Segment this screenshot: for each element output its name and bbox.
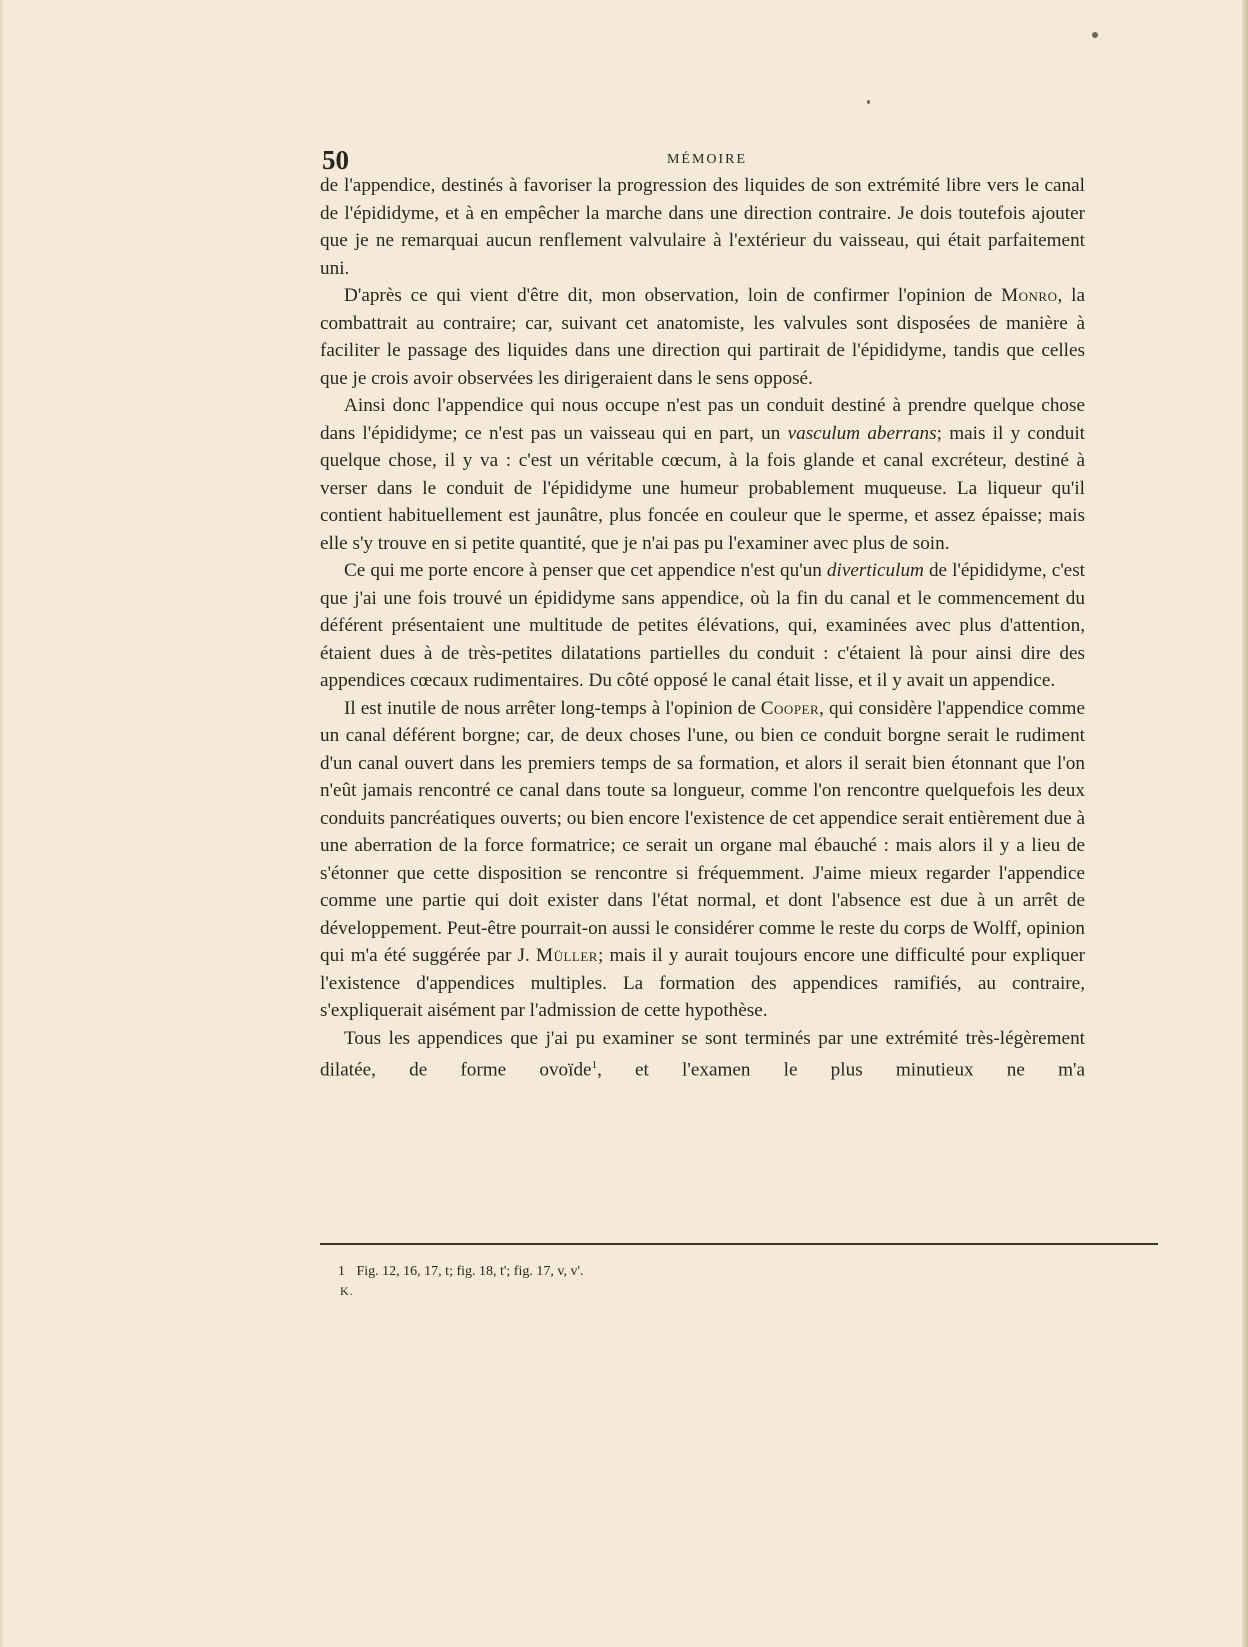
text-run: Il est inutile de nous arrêter long-temps à l'opinion de <box>344 697 761 719</box>
paragraph <box>320 1025 1085 1084</box>
page-edge-right <box>1242 0 1248 1647</box>
body-text <box>320 172 1085 1084</box>
paragraph <box>320 172 1085 282</box>
paragraph <box>320 282 1085 392</box>
text-run: ; mais il y aurait toujours encore une difficulté pour expliquer l'existence d'appendices multiples. La formation des appendices ramifiés, au contraire, s'expliquerait aisément par l'admission de cette hypothèse. <box>320 945 1085 1021</box>
paragraph <box>320 392 1085 557</box>
text-run: Ainsi donc l'appendice qui nous occupe n'est pas un conduit destiné à prendre quelque chose dans l'épididyme; ce n'est pas un vaisseau qui en part, un <box>320 395 1085 444</box>
text-run: , la combattrait au contraire; car, suivant cet anatomiste, les valvules sont disposées de manière à faciliter le passage des liquides dans une direction qui partirait de l'épididyme, tandis que celles que je crois avoir observées les dirigeraient dans le sens opposé. <box>320 285 1085 389</box>
footnote-marker: 1 <box>338 1264 345 1279</box>
text-run: Ce qui me porte encore à penser que cet appendice n'est qu'un <box>344 560 827 581</box>
italic-term: vasculum aberrans <box>787 422 937 444</box>
text-run: de l'épididyme, c'est que j'ai une fois trouvé un épididyme sans appendice, où la fin du canal et le commencement du déférent présentaient une multitude de petites élévations, qui, examinées avec plus d'attention, étaient dues à de très-petites dilatations partielles du conduit : c'étaient là pour ainsi dire des appendices cœcaux rudimentaires. Du côté opposé le canal était lisse, et il y avait un appendice. <box>320 560 1085 691</box>
footnote-signature: K. <box>340 1284 354 1298</box>
footnote-reference: 1 <box>591 1059 598 1071</box>
paragraph <box>320 557 1085 695</box>
author-name: Cooper <box>760 697 820 719</box>
running-head: MÉMOIRE <box>666 152 748 167</box>
italic-term: diverticulum <box>826 560 924 581</box>
paper-speck <box>1092 32 1098 38</box>
text-run: Tous les appendices que j'ai pu examiner se sont terminés par une extrémité très-légèrement dilatée, de forme ovoïde <box>320 1027 1085 1081</box>
paragraph <box>320 695 1085 1025</box>
footnote-rule <box>320 1243 1158 1245</box>
author-name: Müller <box>536 945 598 966</box>
page-number: 50 <box>322 145 349 175</box>
text-run: ; mais il y conduit quelque chose, il y va : c'est un véritable cœcum, à la fois glande et canal excréteur, destiné à verser dans le conduit de l'épididyme une humeur probablement muqueuse. La liqueur qu'il contient habituellement est jaunâtre, plus foncée en couleur que le sperme, et assez épaisse; mais elle s'y trouve en si petite quantité, que je n'ai pas pu l'examiner avec plus de soin. <box>320 422 1085 554</box>
paper-speck <box>867 100 870 104</box>
text-run: D'après ce qui vient d'être dit, mon observation, loin de confirmer l'opinion de <box>344 285 1002 306</box>
text-run: , et l'examen le plus minutieux ne m'a <box>597 1059 1085 1081</box>
text-run: , qui considère l'appendice comme un canal déférent borgne; car, de deux choses l'une, ou bien ce conduit borgne serait le rudiment d'un canal ouvert dans les premiers temps de sa formation, et alors il serait bien étonnant que l'on n'eût jamais rencontré ce canal dans toute sa longueur, comme l'on rencontre quelquefois les deux conduits pancréatiques ouverts; ou bien encore l'existence de cet appendice serait entièrement due à une aberration de la force formatrice; ce serait un organe mal ébauché : mais alors il y a lieu de s'étonner que cette disposition se rencontre si fréquemment. J'aime mieux regarder l'appendice comme une partie qui doit exister dans l'état normal, et dont l'absence est due à un arrêt de développement. Peut-être pourrait-on aussi le considérer comme le reste du corps de Wolff, opinion qui m'a été suggérée par J. <box>320 697 1085 966</box>
text-run: de l'appendice, destinés à favoriser la progression des liquides de son extrémité libre vers le canal de l'épididyme, et à en empêcher la marche dans une direction contraire. Je dois toutefois ajouter que je ne remarquai aucun renflement valvulaire à l'extérieur du vaisseau, qui était parfaitement uni. <box>320 175 1085 279</box>
footnote-text: Fig. 12, 16, 17, t; fig. 18, t'; fig. 17, v, v'. <box>356 1264 584 1279</box>
page-edge-left <box>0 0 4 1647</box>
author-name: Monro <box>1001 285 1058 306</box>
footnote <box>338 1260 1038 1284</box>
